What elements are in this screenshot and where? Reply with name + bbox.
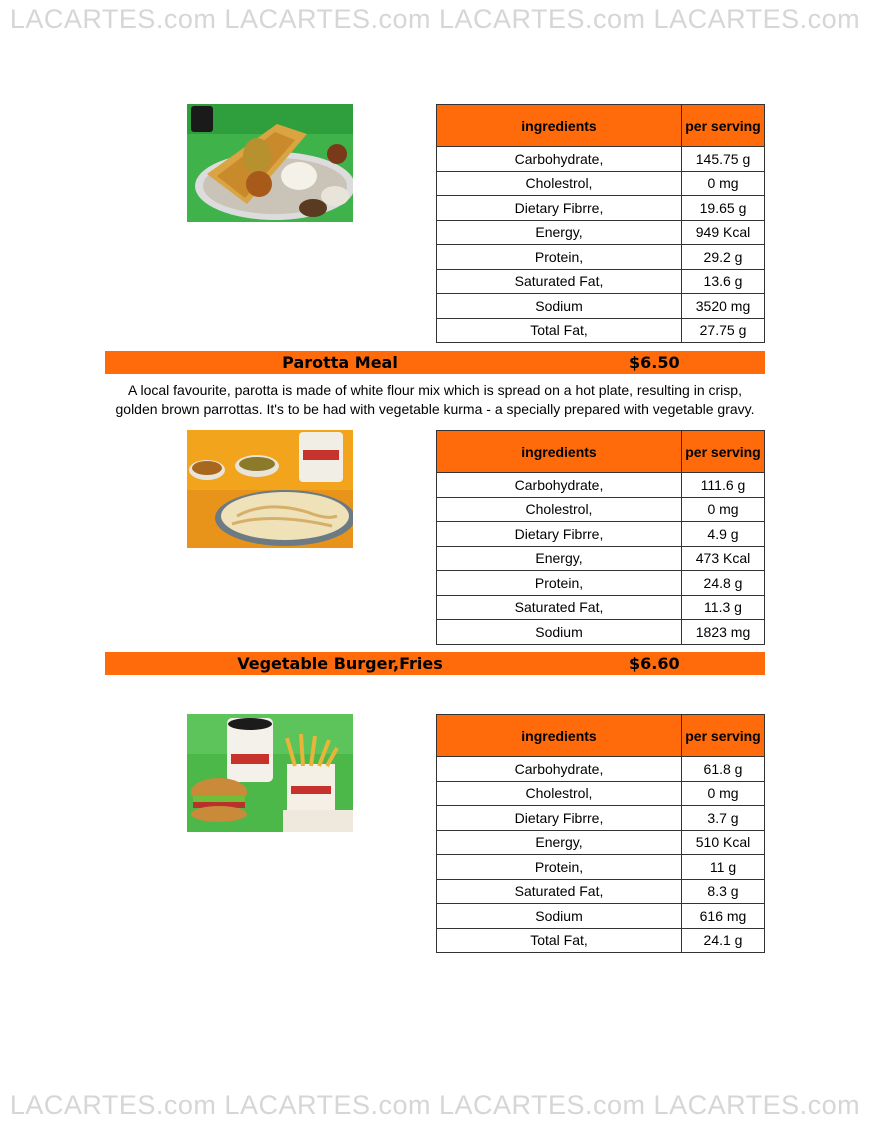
table-row — [437, 522, 765, 547]
ingredient-value: 0 mg — [682, 171, 765, 196]
ingredient-value: 11 g — [682, 855, 765, 880]
description-line: A local favourite, parotta is made of white flour mix which is spread on a hot plate, resulting in crisp, — [128, 382, 742, 398]
table-row — [437, 830, 765, 855]
ingredient-name: Total Fat, — [437, 318, 682, 343]
ingredients-header: ingredients — [437, 715, 682, 757]
ingredient-name: Total Fat, — [437, 928, 682, 953]
table-row — [437, 171, 765, 196]
ingredient-value: 4.9 g — [682, 522, 765, 547]
ingredient-name: Energy, — [437, 546, 682, 571]
ingredient-value: 13.6 g — [682, 269, 765, 294]
table-row — [437, 928, 765, 953]
table-row — [437, 497, 765, 522]
nutrition-table — [436, 430, 765, 645]
ingredient-value: 27.75 g — [682, 318, 765, 343]
ingredient-value: 29.2 g — [682, 245, 765, 270]
ingredient-name: Energy, — [437, 220, 682, 245]
per-serving-header: per serving — [682, 431, 765, 473]
ingredients-header: ingredients — [437, 431, 682, 473]
table-row — [437, 318, 765, 343]
table-row — [437, 806, 765, 831]
table-row — [437, 269, 765, 294]
ingredient-name: Cholestrol, — [437, 781, 682, 806]
ingredient-value: 61.8 g — [682, 757, 765, 782]
ingredient-value: 19.65 g — [682, 196, 765, 221]
nutrition-table — [436, 104, 765, 343]
dosa-meal-photo-icon — [187, 104, 353, 222]
table-row — [437, 904, 765, 929]
ingredient-name: Carbohydrate, — [437, 473, 682, 498]
ingredient-name: Sodium — [437, 620, 682, 645]
ingredient-name: Saturated Fat, — [437, 879, 682, 904]
table-row — [437, 473, 765, 498]
ingredient-value: 111.6 g — [682, 473, 765, 498]
table-row — [437, 879, 765, 904]
burger-fries-title-bar — [105, 652, 765, 675]
ingredient-name: Energy, — [437, 830, 682, 855]
table-row — [437, 595, 765, 620]
ingredient-value: 3520 mg — [682, 294, 765, 319]
ingredient-value: 0 mg — [682, 497, 765, 522]
ingredient-value: 11.3 g — [682, 595, 765, 620]
watermark-top: LACARTES.com LACARTES.com LACARTES.com LACARTES.com — [9, 4, 861, 34]
parotta-meal-photo-icon — [187, 430, 353, 548]
ingredient-value: 0 mg — [682, 781, 765, 806]
ingredient-value: 145.75 g — [682, 147, 765, 172]
table-row — [437, 855, 765, 880]
item-price: $6.60 — [629, 654, 680, 673]
table-row — [437, 147, 765, 172]
ingredient-value: 473 Kcal — [682, 546, 765, 571]
watermark-bottom: LACARTES.com LACARTES.com LACARTES.com LACARTES.com — [9, 1090, 861, 1120]
ingredient-name: Saturated Fat, — [437, 269, 682, 294]
ingredient-value: 3.7 g — [682, 806, 765, 831]
per-serving-header: per serving — [682, 715, 765, 757]
ingredient-name: Cholestrol, — [437, 497, 682, 522]
ingredient-name: Dietary Fibrre, — [437, 806, 682, 831]
ingredient-value: 949 Kcal — [682, 220, 765, 245]
parotta-meal-title-bar — [105, 351, 765, 374]
item-title: Parotta Meal — [282, 353, 398, 372]
ingredient-name: Protein, — [437, 855, 682, 880]
table-row — [437, 245, 765, 270]
table-row — [437, 571, 765, 596]
ingredients-header: ingredients — [437, 105, 682, 147]
ingredient-name: Carbohydrate, — [437, 757, 682, 782]
ingredient-name: Protein, — [437, 245, 682, 270]
ingredient-name: Protein, — [437, 571, 682, 596]
table-row — [437, 546, 765, 571]
item-title: Vegetable Burger,Fries — [237, 654, 443, 673]
ingredient-value: 510 Kcal — [682, 830, 765, 855]
table-row — [437, 294, 765, 319]
table-row — [437, 781, 765, 806]
ingredient-value: 24.1 g — [682, 928, 765, 953]
ingredient-value: 616 mg — [682, 904, 765, 929]
table-row — [437, 757, 765, 782]
burger-fries-photo-icon — [187, 714, 353, 832]
ingredient-name: Cholestrol, — [437, 171, 682, 196]
ingredient-name: Dietary Fibrre, — [437, 196, 682, 221]
description-line: golden brown parrottas. It's to be had with vegetable kurma - a specially prepared with vegetable gravy. — [115, 401, 755, 417]
ingredient-name: Saturated Fat, — [437, 595, 682, 620]
ingredient-name: Sodium — [437, 904, 682, 929]
per-serving-header: per serving — [682, 105, 765, 147]
ingredient-value: 24.8 g — [682, 571, 765, 596]
nutrition-table — [436, 714, 765, 953]
item-description — [105, 381, 765, 419]
table-row — [437, 620, 765, 645]
ingredient-value: 1823 mg — [682, 620, 765, 645]
item-price: $6.50 — [629, 353, 680, 372]
ingredient-value: 8.3 g — [682, 879, 765, 904]
table-row — [437, 196, 765, 221]
ingredient-name: Sodium — [437, 294, 682, 319]
ingredient-name: Dietary Fibrre, — [437, 522, 682, 547]
ingredient-name: Carbohydrate, — [437, 147, 682, 172]
table-row — [437, 220, 765, 245]
